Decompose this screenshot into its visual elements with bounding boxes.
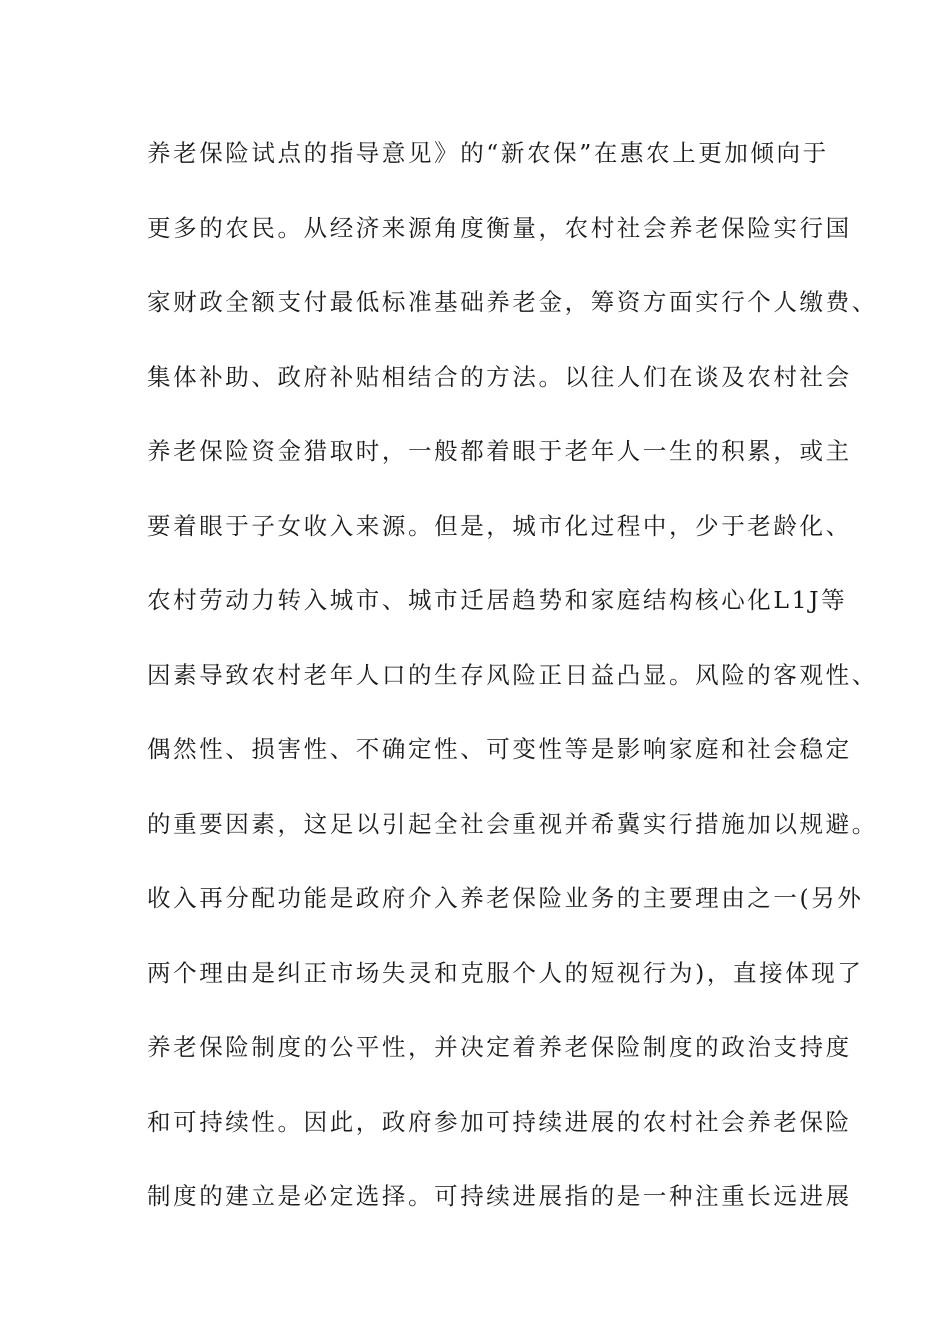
text-line: 养老保险试点的指导意见》的“新农保”在惠农上更加倾向于 <box>147 139 829 167</box>
text-line: 家财政全额支付最低标准基础养老金，筹资方面实行个人缴费、 <box>147 288 878 316</box>
body-text <box>147 131 878 1249</box>
text-line: 集体补助、政府补贴相结合的方法。以往人们在谈及农村社会 <box>147 362 852 391</box>
text-line: 两个理由是纠正市场失灵和克服个人的短视行为)，直接体现了 <box>147 958 864 987</box>
text-line: 的重要因素，这足以引起全社会重视并希冀实行措施加以规避。 <box>147 809 878 838</box>
text-line: 要着眼于子女收入来源。但是，城市化过程中，少于老龄化、 <box>147 511 852 540</box>
text-line: 偶然性、损害性、不确定性、可变性等是影响家庭和社会稳定 <box>147 735 852 763</box>
text-line: 养老保险资金猎取时，一般都着眼于老年人一生的积累，或主 <box>147 437 852 465</box>
text-line: 农村劳动力转入城市、城市迁居趋势和家庭结构核心化L1J等 <box>147 586 848 614</box>
text-line: 更多的农民。从经济来源角度衡量，农村社会养老保险实行国 <box>147 213 852 242</box>
text-line: 制度的建立是必定选择。可持续进展指的是一种注重长远进展 <box>147 1182 852 1210</box>
text-line: 和可持续性。因此，政府参加可持续进展的农村社会养老保险 <box>147 1107 852 1136</box>
text-line: 因素导致农村老年人口的生存风险正日益凸显。风险的客观性、 <box>147 660 878 689</box>
text-line: 收入再分配功能是政府介入养老保险业务的主要理由之一(另外 <box>147 884 864 912</box>
text-line: 养老保险制度的公平性，并决定着养老保险制度的政治支持度 <box>147 1033 852 1061</box>
